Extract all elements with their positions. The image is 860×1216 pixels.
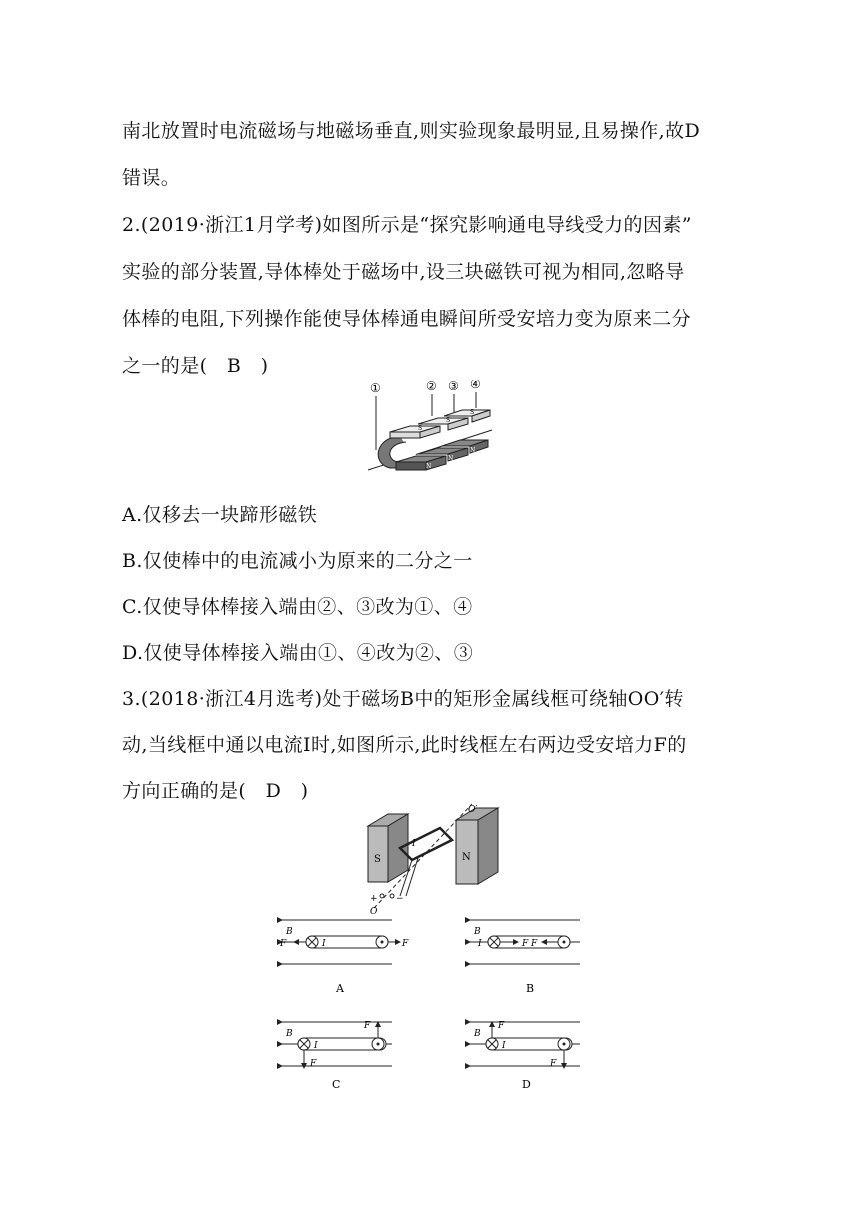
q2-option-d: D.仅使导体棒接入端由①、④改为②、③ bbox=[122, 642, 474, 664]
q2-stem-line-3: 体棒的电阻,下列操作能使导体棒通电瞬间所受安培力变为原来二分 bbox=[122, 308, 692, 330]
field-label: B bbox=[286, 927, 293, 937]
axis-bottom-label: O bbox=[370, 907, 378, 915]
terminal-2-label: ② bbox=[426, 380, 437, 393]
magnet-n-label: N bbox=[448, 455, 454, 462]
q3-options-figure bbox=[270, 910, 600, 1100]
field-label: B bbox=[474, 1029, 481, 1039]
terminal-3-label: ③ bbox=[448, 380, 459, 393]
force-label: F bbox=[310, 1059, 317, 1069]
q3-option-b-diagram bbox=[470, 920, 580, 995]
force-label: F bbox=[402, 939, 409, 949]
force-label: F bbox=[498, 1021, 505, 1031]
q3-option-d-label: D bbox=[522, 1078, 531, 1091]
q3-frame-figure bbox=[360, 800, 510, 915]
terminal-1-label: ① bbox=[370, 381, 381, 395]
force-label: F bbox=[280, 939, 287, 949]
q2-stem-line-2: 实验的部分装置,导体棒处于磁场中,设三块磁铁可视为相同,忽略导 bbox=[122, 261, 685, 283]
current-label: I bbox=[478, 939, 482, 949]
current-label: I bbox=[502, 1041, 506, 1051]
field-label: B bbox=[474, 927, 481, 937]
plus-terminal: + bbox=[370, 894, 378, 904]
force-label: F bbox=[522, 939, 529, 949]
q2-magnet-figure bbox=[360, 380, 500, 480]
q3-option-a-label: A bbox=[336, 982, 344, 995]
magnet-s-label: S bbox=[418, 425, 423, 432]
field-label: B bbox=[286, 1029, 293, 1039]
current-label: I bbox=[412, 839, 416, 849]
magnet-n-label: N bbox=[470, 447, 476, 454]
q3-stem-line-1: 3.(2018·浙江4月选考)处于磁场B中的矩形金属线框可绕轴OO′转 bbox=[122, 688, 684, 710]
intro-line-1: 南北放置时电流磁场与地磁场垂直,则实验现象最明显,且易操作,故D bbox=[122, 120, 701, 142]
magnet-s-label: S bbox=[374, 854, 381, 865]
q3-stem-line-3: 方向正确的是( D ) bbox=[122, 780, 309, 802]
q3-option-d-diagram bbox=[470, 1021, 580, 1091]
current-label: I bbox=[314, 1041, 318, 1051]
q2-option-b: B.仅使棒中的电流减小为原来的二分之一 bbox=[122, 550, 473, 572]
intro-line-2: 错误。 bbox=[122, 167, 181, 189]
magnet-s-label: S bbox=[470, 409, 475, 416]
terminal-4-label: ④ bbox=[470, 380, 481, 391]
q2-option-a: A.仅移去一块蹄形磁铁 bbox=[122, 504, 318, 526]
q2-stem-line-4: 之一的是( B ) bbox=[122, 355, 269, 377]
current-label: I bbox=[322, 939, 326, 949]
force-label: F bbox=[531, 939, 538, 949]
q3-option-c-diagram bbox=[282, 1021, 392, 1091]
q3-option-a-diagram bbox=[279, 920, 409, 995]
q3-option-c-label: C bbox=[332, 1078, 341, 1091]
q2-option-c: C.仅使导体棒接入端由②、③改为①、④ bbox=[122, 596, 473, 618]
minus-terminal: − bbox=[396, 894, 404, 904]
axis-top-label: O′ bbox=[468, 805, 478, 815]
magnet-n-label: N bbox=[462, 852, 471, 863]
q2-stem-line-1: 2.(2019·浙江1月学考)如图所示是“探究影响通电导线受力的因素” bbox=[122, 214, 692, 236]
magnet-n-label: N bbox=[426, 463, 432, 470]
q3-option-b-label: B bbox=[526, 982, 535, 995]
magnet-s-label: S bbox=[446, 417, 451, 424]
force-label: F bbox=[550, 1059, 557, 1069]
force-label: F bbox=[364, 1021, 371, 1031]
q3-stem-line-2: 动,当线框中通以电流I时,如图所示,此时线框左右两边受安培力F的 bbox=[122, 734, 687, 756]
